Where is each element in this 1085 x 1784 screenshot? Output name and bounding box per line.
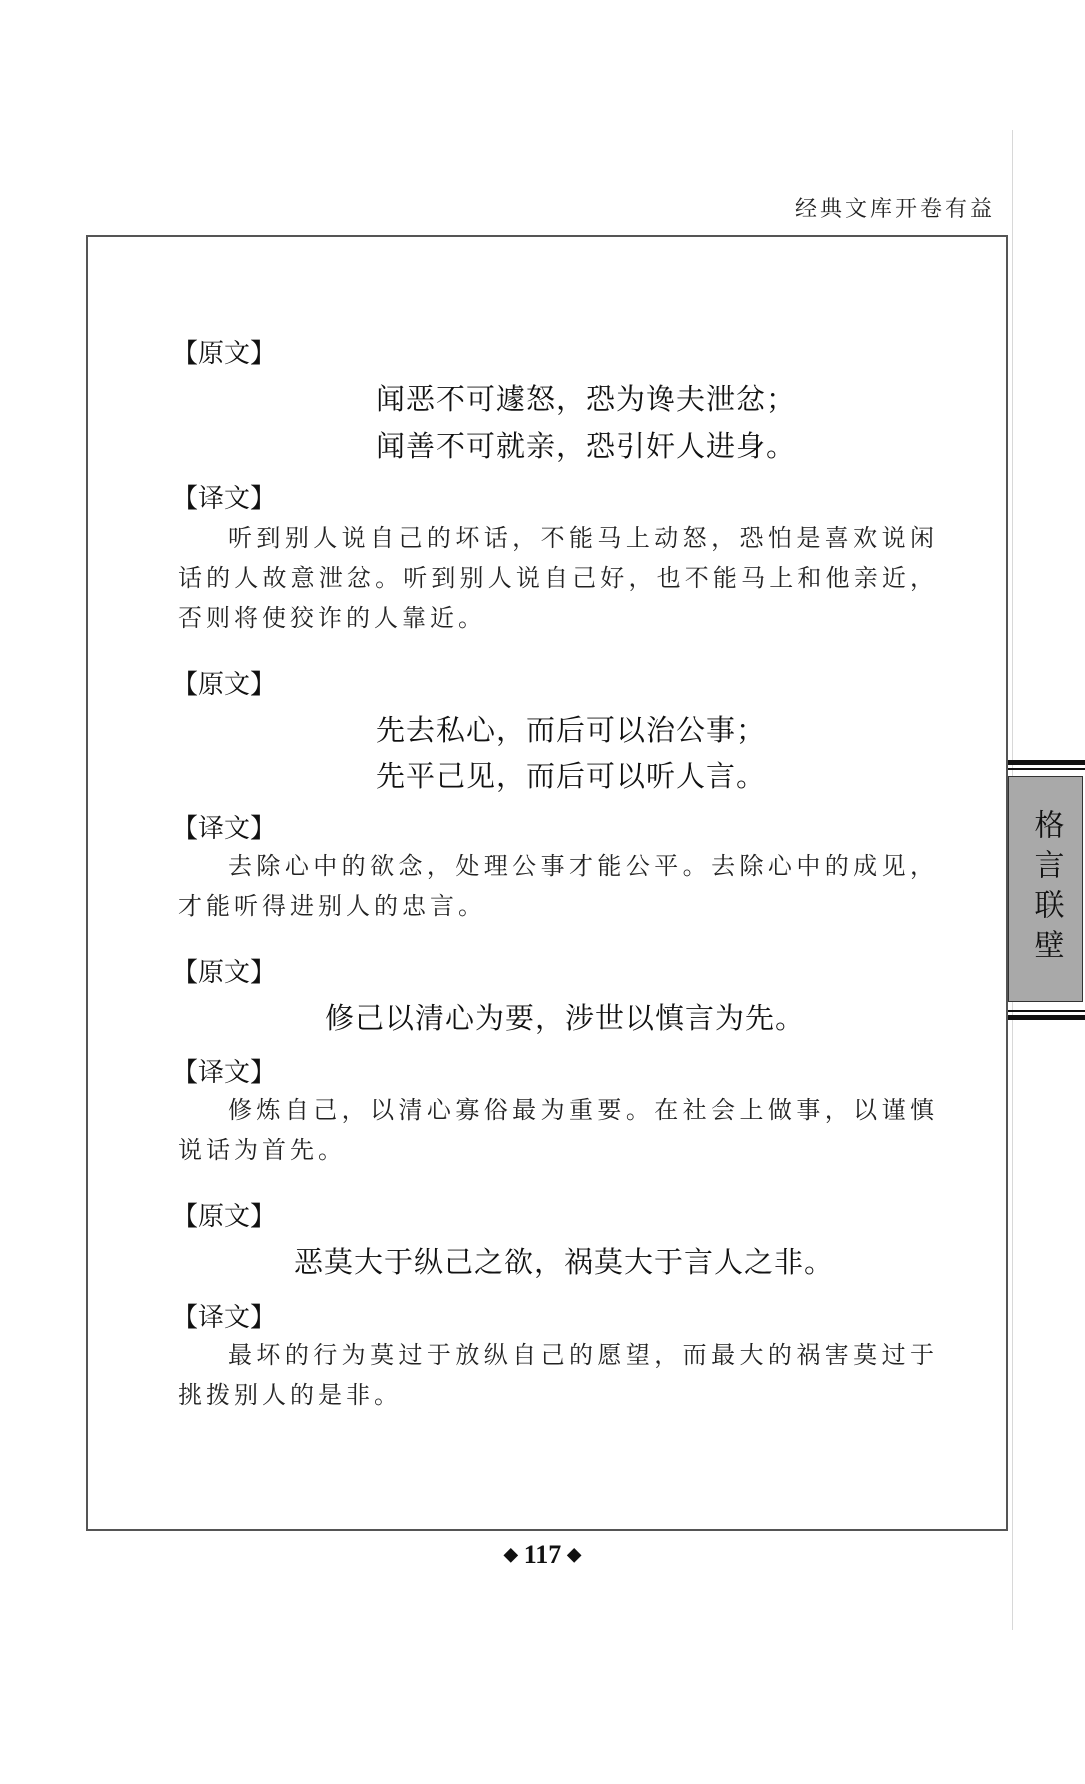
original-label-4: 【原文】	[172, 1202, 277, 1232]
original-line-1-1: 闻恶不可遽怒，恐为谗夫泄忿；	[376, 382, 797, 416]
original-line-2-1: 先去私心，而后可以治公事；	[376, 713, 767, 747]
tab-body	[1008, 776, 1083, 1002]
original-label-1: 【原文】	[172, 339, 277, 369]
original-line-3-1: 修己以清心为要，涉世以慎言为先。	[325, 1001, 806, 1035]
tab-label: 格言联壁	[1028, 809, 1064, 969]
translation-text-4: 最坏的行为莫过于放纵自己的愿望，而最大的祸害莫过于挑拨别人的是非。	[178, 1341, 938, 1409]
tab-rule-top	[1008, 760, 1085, 774]
original-line-4-1: 恶莫大于纵己之欲，祸莫大于言人之非。	[294, 1245, 835, 1279]
tab-rule-bottom	[1008, 1006, 1085, 1020]
page-number	[0, 1540, 1085, 1570]
translation-text-2: 去除心中的欲念，处理公事才能公平。去除心中的成见，才能听得进别人的忠言。	[178, 852, 938, 920]
translation-text-1: 听到别人说自己的坏话，不能马上动怒，恐怕是喜欢说闲话的人故意泄忿。听到别人说自己好，也不能马上和他亲近，否则将使狡诈的人靠近。	[178, 524, 938, 632]
running-header: 经典文库开卷有益	[794, 197, 995, 222]
section-thumb-tab	[1008, 760, 1085, 1020]
translation-label-3: 【译文】	[172, 1058, 277, 1088]
translation-text-3: 修炼自己，以清心寡俗最为重要。在社会上做事，以谨慎说话为首先。	[178, 1096, 938, 1164]
translation-label-1: 【译文】	[172, 484, 277, 514]
translation-label-4: 【译文】	[172, 1303, 277, 1333]
translation-label-2: 【译文】	[172, 814, 277, 844]
diamond-right-icon: ◆	[567, 1544, 582, 1564]
page-number-value: 117	[523, 1540, 562, 1569]
diamond-left-icon: ◆	[503, 1544, 518, 1564]
original-label-2: 【原文】	[172, 670, 277, 700]
original-line-2-2: 先平己见，而后可以听人言。	[376, 759, 767, 793]
original-label-3: 【原文】	[172, 958, 277, 988]
original-line-1-2: 闻善不可就亲，恐引奸人进身。	[376, 429, 797, 463]
